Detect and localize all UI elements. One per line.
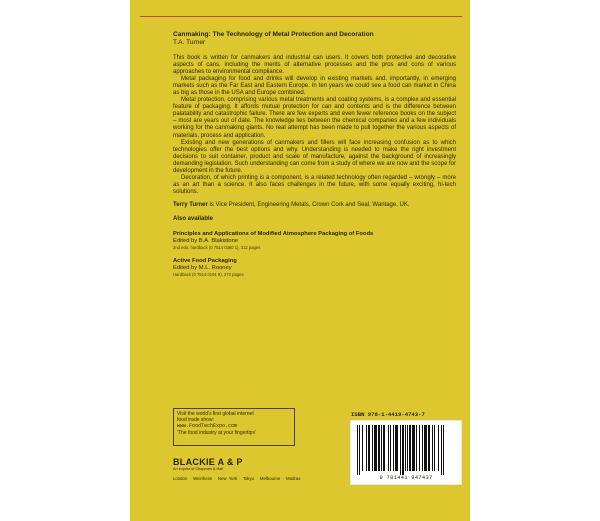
barcode-number: 9 781441 947437 <box>379 475 433 481</box>
publisher-name: BLACKIE A & P <box>173 457 243 467</box>
barcode <box>350 420 462 485</box>
barcode-bar <box>432 425 433 471</box>
barcode-bar <box>383 425 385 471</box>
barcode-bar <box>372 425 373 471</box>
also-available-heading: Also available <box>173 216 214 223</box>
author-bio-text: is Vice President, Engineering Metals, Crown Cork and Seal, Wantage, UK. <box>207 201 410 208</box>
barcode-bar <box>400 425 401 475</box>
related-book-title: Active Food Packaging <box>173 258 237 265</box>
barcode-bar <box>424 425 427 471</box>
barcode-bar <box>362 425 363 471</box>
publisher-imprint: An imprint of Chapman & Hall <box>173 467 224 471</box>
book-title: Canmaking: The Technology of Metal Protection and Decoration <box>173 31 374 38</box>
barcode-bar <box>390 425 391 471</box>
related-book-title: Principles and Applications of Modified Atmosphere Packaging of Foods <box>173 231 374 238</box>
isbn-label: ISBN 978-1-4419-4743-7 <box>351 411 425 418</box>
barcode-bar <box>434 425 435 471</box>
related-book-details: 2nd edn, hardback (0 7514 0360 1), 312 pages <box>173 245 261 251</box>
barcode-bar <box>402 425 404 475</box>
author-bio-name: Terry Turner <box>173 201 208 208</box>
barcode-bar <box>428 425 430 471</box>
related-book-editor: Edited by B.A. Blakistone <box>173 238 239 245</box>
promo-url: www.FoodTechExpo.com <box>177 423 238 430</box>
barcode-bar <box>357 425 358 475</box>
promo-line: Visit the world's first global internet <box>177 411 254 417</box>
barcode-bar <box>359 425 360 475</box>
barcode-bar <box>422 425 423 471</box>
barcode-bar <box>378 425 380 471</box>
barcode-bars <box>357 425 455 475</box>
barcode-bar <box>381 425 382 471</box>
blurb-paragraph: Metal packaging for food and drinks will develop in existing markets and, importantly, in emerging markets such as the Far East and Eastern Europe. In ten years we could see a food can market in China as big as those in the USA and Europe combined. <box>173 76 456 97</box>
barcode-bar <box>412 425 415 471</box>
top-rule <box>140 16 462 17</box>
blurb-paragraph: This book is written for canmakers and industrial can users. It covers both protective and decorative aspects of cans, including the merits of alternative processes and the pros and cons of various approaches to environmental compliance. <box>173 55 456 76</box>
back-cover <box>130 0 470 521</box>
publisher-cities: London · Weinheim · New York · Tokyo · Melbourne · Madras <box>173 476 301 481</box>
blurb <box>173 55 456 196</box>
blurb-paragraph: Decoration, of which printing is a component, is a related technology often regarded – wrongly – more as an art than a science. It also faces challenges in the future, with some equally exciting, hi-tech solutions. <box>173 174 456 195</box>
barcode-bar <box>438 425 439 471</box>
barcode-bar <box>441 425 442 475</box>
barcode-bar <box>407 425 408 471</box>
barcode-bar <box>405 425 406 471</box>
book-author: T.A. Turner <box>173 39 206 46</box>
author-bio <box>173 202 456 209</box>
cover-content <box>173 31 456 285</box>
blurb-paragraph: Existing and new generations of canmakers and fillers will face increasing confusion as to which technologies offer the best options and why. Understanding is needed to make the right investment decisions to suit container, product and scale of manufacture, against the background of increasingly demanding legislation. Such understanding can come from a study of where we are now and the scope for development in the future. <box>173 139 456 174</box>
related-book-editor: Edited by M.L. Rooney <box>173 265 232 272</box>
barcode-bar <box>393 425 394 471</box>
related-book <box>173 231 456 251</box>
barcode-bar <box>443 425 444 475</box>
promo-line: food trade show: <box>177 417 214 424</box>
barcode-bar <box>395 425 398 471</box>
barcode-bar <box>368 425 370 471</box>
barcode-bar <box>409 425 411 471</box>
promo-tagline: 'The food industry at your fingertips' <box>177 429 256 436</box>
publisher-block <box>173 457 300 481</box>
related-book <box>173 258 456 278</box>
related-book-details: Hardback (0 7514 0191 9), 272 pages <box>173 272 244 278</box>
promo-box <box>173 408 295 446</box>
blurb-paragraph: Metal protection, comprising various metal treatments and coating systems, is a complex and essential feature of packaging. It affords mutual protection for can and contents and is the difference between palatability and catastrophic failure. There are few experts and even fewer reference books on the subject – most are years out of date. The knowledge lies between the chemical companies and a few individuals working for the canmaking giants. No real attempt has been made to pull together the various aspects of materials, process and application. <box>173 97 456 139</box>
barcode-bar <box>416 425 417 471</box>
barcode-bar <box>419 425 420 471</box>
barcode-bar <box>374 425 377 471</box>
barcode-bar <box>366 425 367 471</box>
barcode-bar <box>388 425 389 471</box>
